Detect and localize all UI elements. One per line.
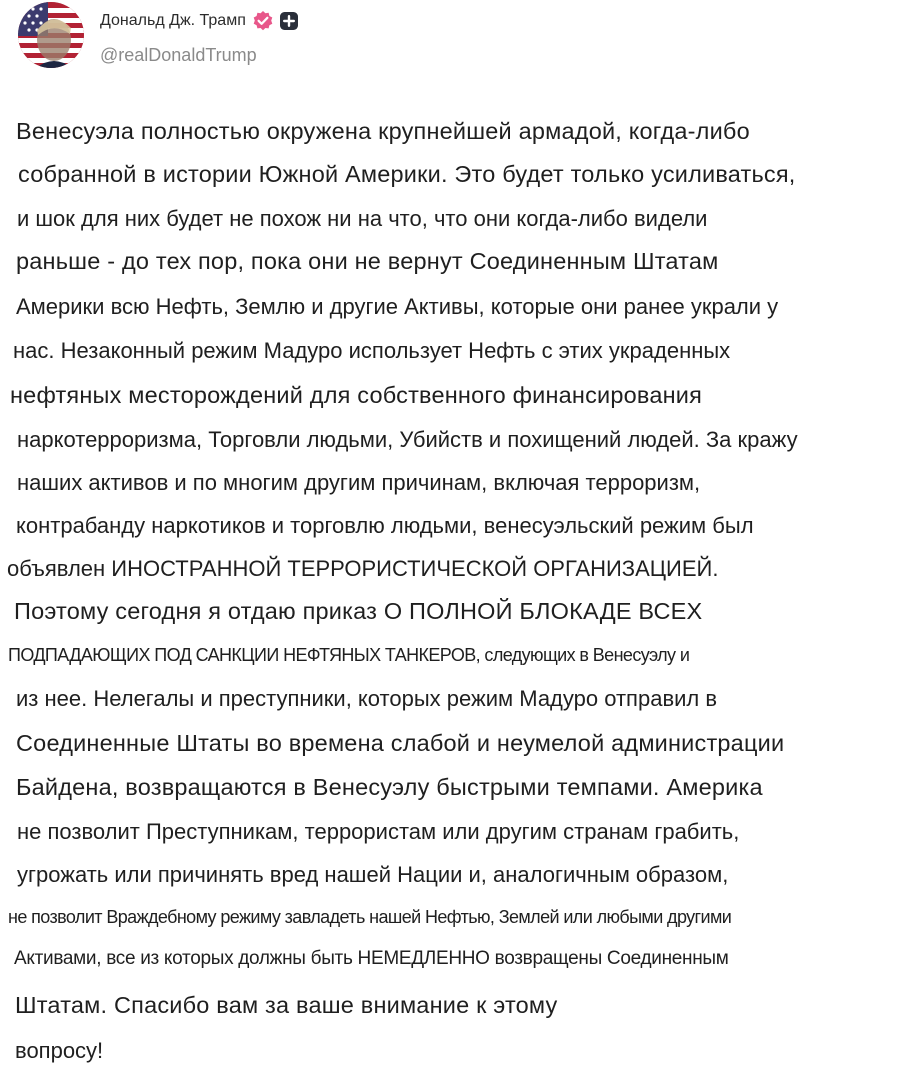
post-header: [18, 0, 438, 80]
post-line-14: из нее. Нелегалы и преступники, которых режим Мадуро отправил в: [16, 686, 718, 711]
post-line-22: вопросу!: [15, 1038, 104, 1063]
post-line-11: объявлен ИНОСТРАННОЙ ТЕРРОРИСТИЧЕСКОЙ ОРГАНИЗАЦИЕЙ.: [7, 556, 719, 581]
verified-badge-icon: [252, 10, 274, 32]
plus-badge-icon: [279, 11, 299, 31]
post-line-15: Соединенные Штаты во времена слабой и неумелой администрации: [16, 730, 785, 756]
post-line-18: угрожать или причинять вред нашей Нации и, аналогичным образом,: [17, 862, 729, 887]
post-line-4: раньше - до тех пор, пока они не вернут Соединенным Штатам: [16, 248, 719, 274]
post-line-19: не позволит Враждебному режиму завладеть нашей Нефтью, Землей или любыми другими: [8, 907, 732, 927]
post-line-21: Штатам. Спасибо вам за ваше внимание к этому: [15, 992, 558, 1018]
avatar-flag-portrait-icon: [18, 2, 84, 68]
post-line-8: наркотерроризма, Торговли людьми, Убийств и похищений людей. За кражу: [17, 427, 798, 452]
post-line-5: Америки всю Нефть, Землю и другие Активы, которые они ранее украли у: [16, 294, 779, 319]
post-line-16: Байдена, возвращаются в Венесуэлу быстрыми темпами. Америка: [16, 774, 763, 800]
avatar[interactable]: [18, 2, 84, 68]
post-line-17: не позволит Преступникам, террористам или другим странам грабить,: [17, 819, 740, 844]
post-line-20: Активами, все из которых должны быть НЕМЕДЛЕННО возвращены Соединенным: [14, 948, 729, 969]
display-name[interactable]: Дональд Дж. Трамп: [100, 12, 246, 29]
post-line-3: и шок для них будет не похож ни на что, что они когда-либо видели: [17, 206, 708, 231]
post-line-10: контрабанду наркотиков и торговлю людьми, венесуэльский режим был: [16, 513, 754, 538]
post-line-6: нас. Незаконный режим Мадуро использует Нефть с этих украденных: [13, 338, 731, 363]
user-handle[interactable]: @realDonaldTrump: [100, 45, 257, 65]
post-line-7: нефтяных месторождений для собственного финансирования: [10, 382, 703, 408]
post-line-9: наших активов и по многим другим причинам, включая терроризм,: [17, 470, 701, 495]
post-line-13: ПОДПАДАЮЩИХ ПОД САНКЦИИ НЕФТЯНЫХ ТАНКЕРОВ, следующих в Венесуэлу и: [8, 645, 690, 665]
post-line-2: собранной в истории Южной Америки. Это будет только усиливаться,: [18, 161, 796, 187]
post-line-12: Поэтому сегодня я отдаю приказ О ПОЛНОЙ БЛОКАДЕ ВСЕХ: [14, 598, 703, 624]
name-line: [100, 10, 299, 32]
post-line-1: Венесуэла полностью окружена крупнейшей армадой, когда-либо: [16, 118, 750, 144]
